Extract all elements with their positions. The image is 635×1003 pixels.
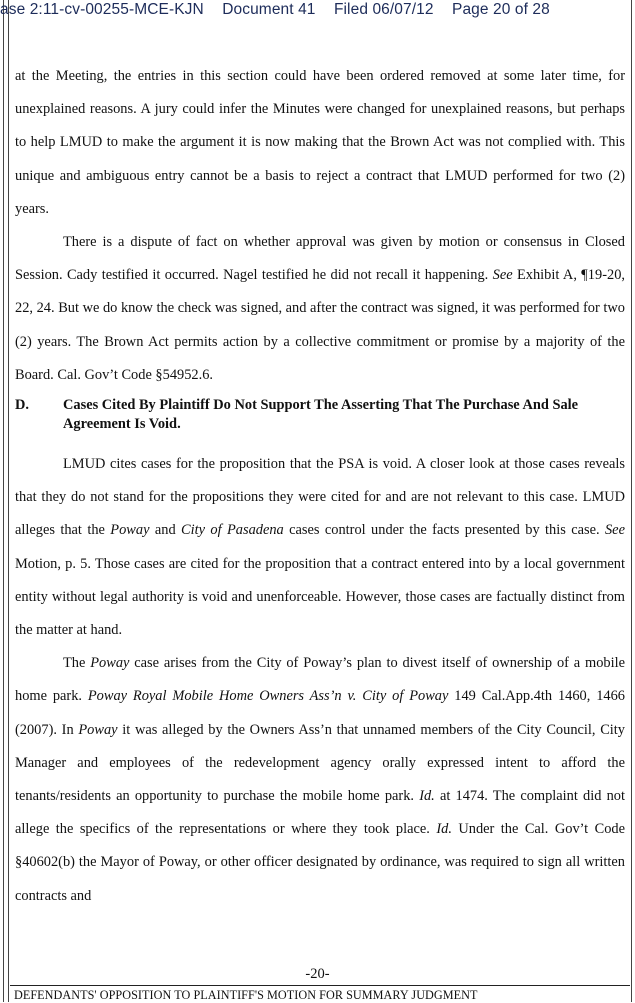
paragraph-3 xyxy=(15,448,625,647)
text-run: 149 Cal.App.4th 1460, 1466 (2007). In xyxy=(15,688,625,738)
text-run: The xyxy=(63,655,91,672)
footer-title: DEFENDANTS' OPPOSITION TO PLAINTIFF'S MOTION FOR SUMMARY JUDGMENT xyxy=(14,988,478,1002)
page-indicator: Page 20 of 28 xyxy=(452,1,550,18)
filed-date: Filed 06/07/12 xyxy=(333,1,434,18)
text-run: and xyxy=(149,522,182,539)
text-run: Under the Cal. Gov’t Code §40602(b) the Mayor of Poway, or other officer designated by ordinance, was required to sign all written contracts and xyxy=(15,821,625,904)
text-run: it was alleged by the Owners Ass’n that unnamed members of the City Council, City Manager and employees of the redevelopment agency orally expressed intent to afford the tenants/residents an opportunity to purchase the mobile home park. xyxy=(15,721,625,805)
id-citation: Id. xyxy=(436,821,452,838)
text-run: cases control under the facts presented by this case. xyxy=(283,522,605,539)
left-margin-rule xyxy=(3,0,4,1002)
text-run: LMUD cites cases for the proposition that the PSA is void. A closer look at those cases reveals that they do not stand for the propositions they were cited for and are not relevant to this case. LMUD alleges that the xyxy=(15,456,625,539)
section-letter: D. xyxy=(15,397,29,414)
paragraph-4 xyxy=(15,647,625,913)
paragraph-2 xyxy=(15,226,625,392)
court-filing-header xyxy=(0,0,564,20)
text-run: at 1474. The complaint did not allege the specifics of the representations or where they took place. xyxy=(15,788,625,838)
signal-see: See xyxy=(604,522,625,539)
case-ref: Poway xyxy=(110,522,150,539)
case-number: ase 2:11-cv-00255-MCE-KJN xyxy=(0,1,204,18)
case-ref: Poway xyxy=(90,655,130,672)
paragraph-1: at the Meeting, the entries in this section could have been ordered removed at some later time, for unexplained reasons. A jury could infer the Minutes were changed for unexplained reasons, but perhaps to help LMUD to make the argument it is now making that the Brown Act was not complied with. This unique and ambiguous entry cannot be a basis to reject a contract that LMUD performed for two (2) years. xyxy=(15,68,625,217)
document-number: Document 41 xyxy=(222,1,316,18)
section-title: Cases Cited By Plaintiff Do Not Support The Asserting That The Purchase And Sale Agreement Is Void. xyxy=(63,397,579,433)
text-run: There is a dispute of fact on whether approval was given by motion or consensus in Closed Session. Cady testified it occurred. Nagel testified he did not recall it happening. xyxy=(15,234,625,284)
right-margin-rule xyxy=(631,0,632,1002)
footer-divider xyxy=(10,985,630,986)
left-margin-rule-inner xyxy=(8,0,9,1002)
page-number: -20- xyxy=(305,966,330,982)
text-run: Exhibit A, ¶19-20, 22, 24. But we do know the check was signed, and after the contract was signed, it was performed for two (2) years. The Brown Act permits action by a collective commitment or promise by a majority of the Board. Cal. Gov’t Code §54952.6. xyxy=(15,267,625,383)
case-ref: Poway xyxy=(78,721,118,738)
document-body xyxy=(15,60,625,913)
case-citation: Poway Royal Mobile Home Owners Ass’n v. City of Poway xyxy=(87,688,449,705)
id-citation: Id. xyxy=(419,788,435,805)
section-heading xyxy=(15,396,625,434)
signal-see: See xyxy=(492,267,513,284)
text-run: Motion, p. 5. Those cases are cited for the proposition that a contract entered into by a local government entity without legal authority is void and unenforceable. However, those cases are factually distinct from the matter at hand. xyxy=(15,555,625,639)
case-ref: City of Pasadena xyxy=(181,522,284,539)
text-run: case arises from the City of Poway’s plan to divest itself of ownership of a mobile home park. xyxy=(15,655,625,705)
